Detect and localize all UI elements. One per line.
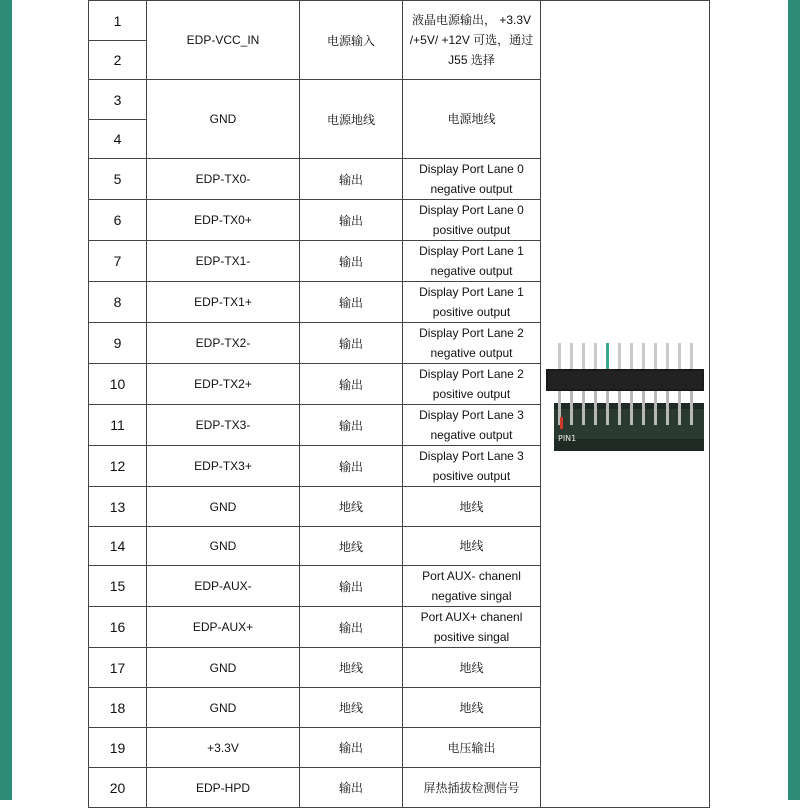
header-pin xyxy=(582,343,585,373)
signal-description: 电源地线 xyxy=(403,80,541,159)
right-accent-bar xyxy=(788,0,800,800)
edp-pinout-table xyxy=(88,0,710,808)
pin-number: 11 xyxy=(89,405,147,446)
signal-description: 屏热插拔检测信号 xyxy=(403,768,541,808)
signal-name: GND xyxy=(147,487,300,527)
signal-type: 输出 xyxy=(300,241,403,282)
pin-number: 17 xyxy=(89,648,147,688)
signal-description: 液晶电源输出， +3.3V /+5V/ +12V 可选，通过 J55 选择 xyxy=(403,1,541,80)
header-pin xyxy=(606,343,609,373)
signal-type: 输出 xyxy=(300,405,403,446)
signal-name: EDP-TX0- xyxy=(147,159,300,200)
pin-number: 6 xyxy=(89,200,147,241)
header-pin-lower xyxy=(570,389,573,425)
signal-name: EDP-HPD xyxy=(147,768,300,808)
signal-type: 输出 xyxy=(300,323,403,364)
signal-name: +3.3V xyxy=(147,728,300,768)
signal-name: EDP-TX0+ xyxy=(147,200,300,241)
signal-name: EDP-TX3- xyxy=(147,405,300,446)
signal-name: GND xyxy=(147,688,300,728)
pin-number: 16 xyxy=(89,607,147,648)
pin-number: 7 xyxy=(89,241,147,282)
signal-type: 输出 xyxy=(300,768,403,808)
signal-description: Port AUX+ chanenl positive singal xyxy=(403,607,541,648)
signal-name: EDP-AUX+ xyxy=(147,607,300,648)
header-pin-lower xyxy=(678,389,681,425)
header-pin xyxy=(690,343,693,373)
header-pin-lower xyxy=(594,389,597,425)
header-pin-lower xyxy=(582,389,585,425)
header-pin-lower xyxy=(666,389,669,425)
pin-number: 18 xyxy=(89,688,147,728)
signal-description: Display Port Lane 1 negative output xyxy=(403,241,541,282)
header-pin xyxy=(570,343,573,373)
signal-description: 地线 xyxy=(403,648,541,688)
header-pin-lower xyxy=(606,389,609,425)
pin-number: 20 xyxy=(89,768,147,808)
signal-name: EDP-VCC_IN xyxy=(147,1,300,80)
signal-type: 输出 xyxy=(300,446,403,487)
signal-type: 地线 xyxy=(300,527,403,566)
pin-number: 14 xyxy=(89,527,147,566)
signal-type: 输出 xyxy=(300,364,403,405)
signal-type: 电源输入 xyxy=(300,1,403,80)
signal-name: GND xyxy=(147,80,300,159)
header-pin xyxy=(666,343,669,373)
pin1-label: PIN1 xyxy=(558,434,577,443)
signal-description: 电压输出 xyxy=(403,728,541,768)
header-pin-lower xyxy=(642,389,645,425)
signal-name: EDP-TX2+ xyxy=(147,364,300,405)
signal-description: Port AUX- chanenl negative singal xyxy=(403,566,541,607)
signal-name: GND xyxy=(147,648,300,688)
signal-type: 输出 xyxy=(300,282,403,323)
signal-type: 电源地线 xyxy=(300,80,403,159)
signal-type: 输出 xyxy=(300,607,403,648)
header-pin-lower xyxy=(690,389,693,425)
connector-photo-cell xyxy=(541,1,710,808)
header-pin-lower xyxy=(618,389,621,425)
pin-number: 5 xyxy=(89,159,147,200)
table-row xyxy=(89,1,710,41)
header-pin xyxy=(618,343,621,373)
signal-type: 地线 xyxy=(300,688,403,728)
pin-number: 10 xyxy=(89,364,147,405)
signal-type: 输出 xyxy=(300,566,403,607)
signal-type: 输出 xyxy=(300,728,403,768)
pin-number: 4 xyxy=(89,120,147,159)
signal-name: EDP-TX1- xyxy=(147,241,300,282)
signal-description: 地线 xyxy=(403,487,541,527)
signal-type: 输出 xyxy=(300,159,403,200)
header-pin-lower xyxy=(654,389,657,425)
signal-description: 地线 xyxy=(403,527,541,566)
header-pin xyxy=(558,343,561,373)
left-accent-bar xyxy=(0,0,12,800)
header-pin xyxy=(642,343,645,373)
pin-number: 9 xyxy=(89,323,147,364)
signal-name: EDP-AUX- xyxy=(147,566,300,607)
pin-number: 13 xyxy=(89,487,147,527)
signal-description: Display Port Lane 0 negative output xyxy=(403,159,541,200)
signal-description: Display Port Lane 3 negative output xyxy=(403,405,541,446)
pin-number: 2 xyxy=(89,41,147,80)
signal-type: 地线 xyxy=(300,487,403,527)
header-pin xyxy=(654,343,657,373)
header-pin xyxy=(678,343,681,373)
header-pin xyxy=(594,343,597,373)
pin-number: 19 xyxy=(89,728,147,768)
signal-description: Display Port Lane 1 positive output xyxy=(403,282,541,323)
pin-number: 15 xyxy=(89,566,147,607)
signal-name: EDP-TX2- xyxy=(147,323,300,364)
pin-number: 1 xyxy=(89,1,147,41)
header-pin xyxy=(630,343,633,373)
signal-name: EDP-TX1+ xyxy=(147,282,300,323)
signal-name: GND xyxy=(147,527,300,566)
signal-description: Display Port Lane 2 negative output xyxy=(403,323,541,364)
pin-number: 8 xyxy=(89,282,147,323)
pin-header-photo-icon xyxy=(546,341,704,461)
signal-description: Display Port Lane 2 positive output xyxy=(403,364,541,405)
header-pin-lower xyxy=(630,389,633,425)
signal-description: Display Port Lane 3 positive output xyxy=(403,446,541,487)
pin-number: 3 xyxy=(89,80,147,120)
signal-name: EDP-TX3+ xyxy=(147,446,300,487)
signal-type: 地线 xyxy=(300,648,403,688)
signal-type: 输出 xyxy=(300,200,403,241)
signal-description: 地线 xyxy=(403,688,541,728)
signal-description: Display Port Lane 0 positive output xyxy=(403,200,541,241)
pin-number: 12 xyxy=(89,446,147,487)
